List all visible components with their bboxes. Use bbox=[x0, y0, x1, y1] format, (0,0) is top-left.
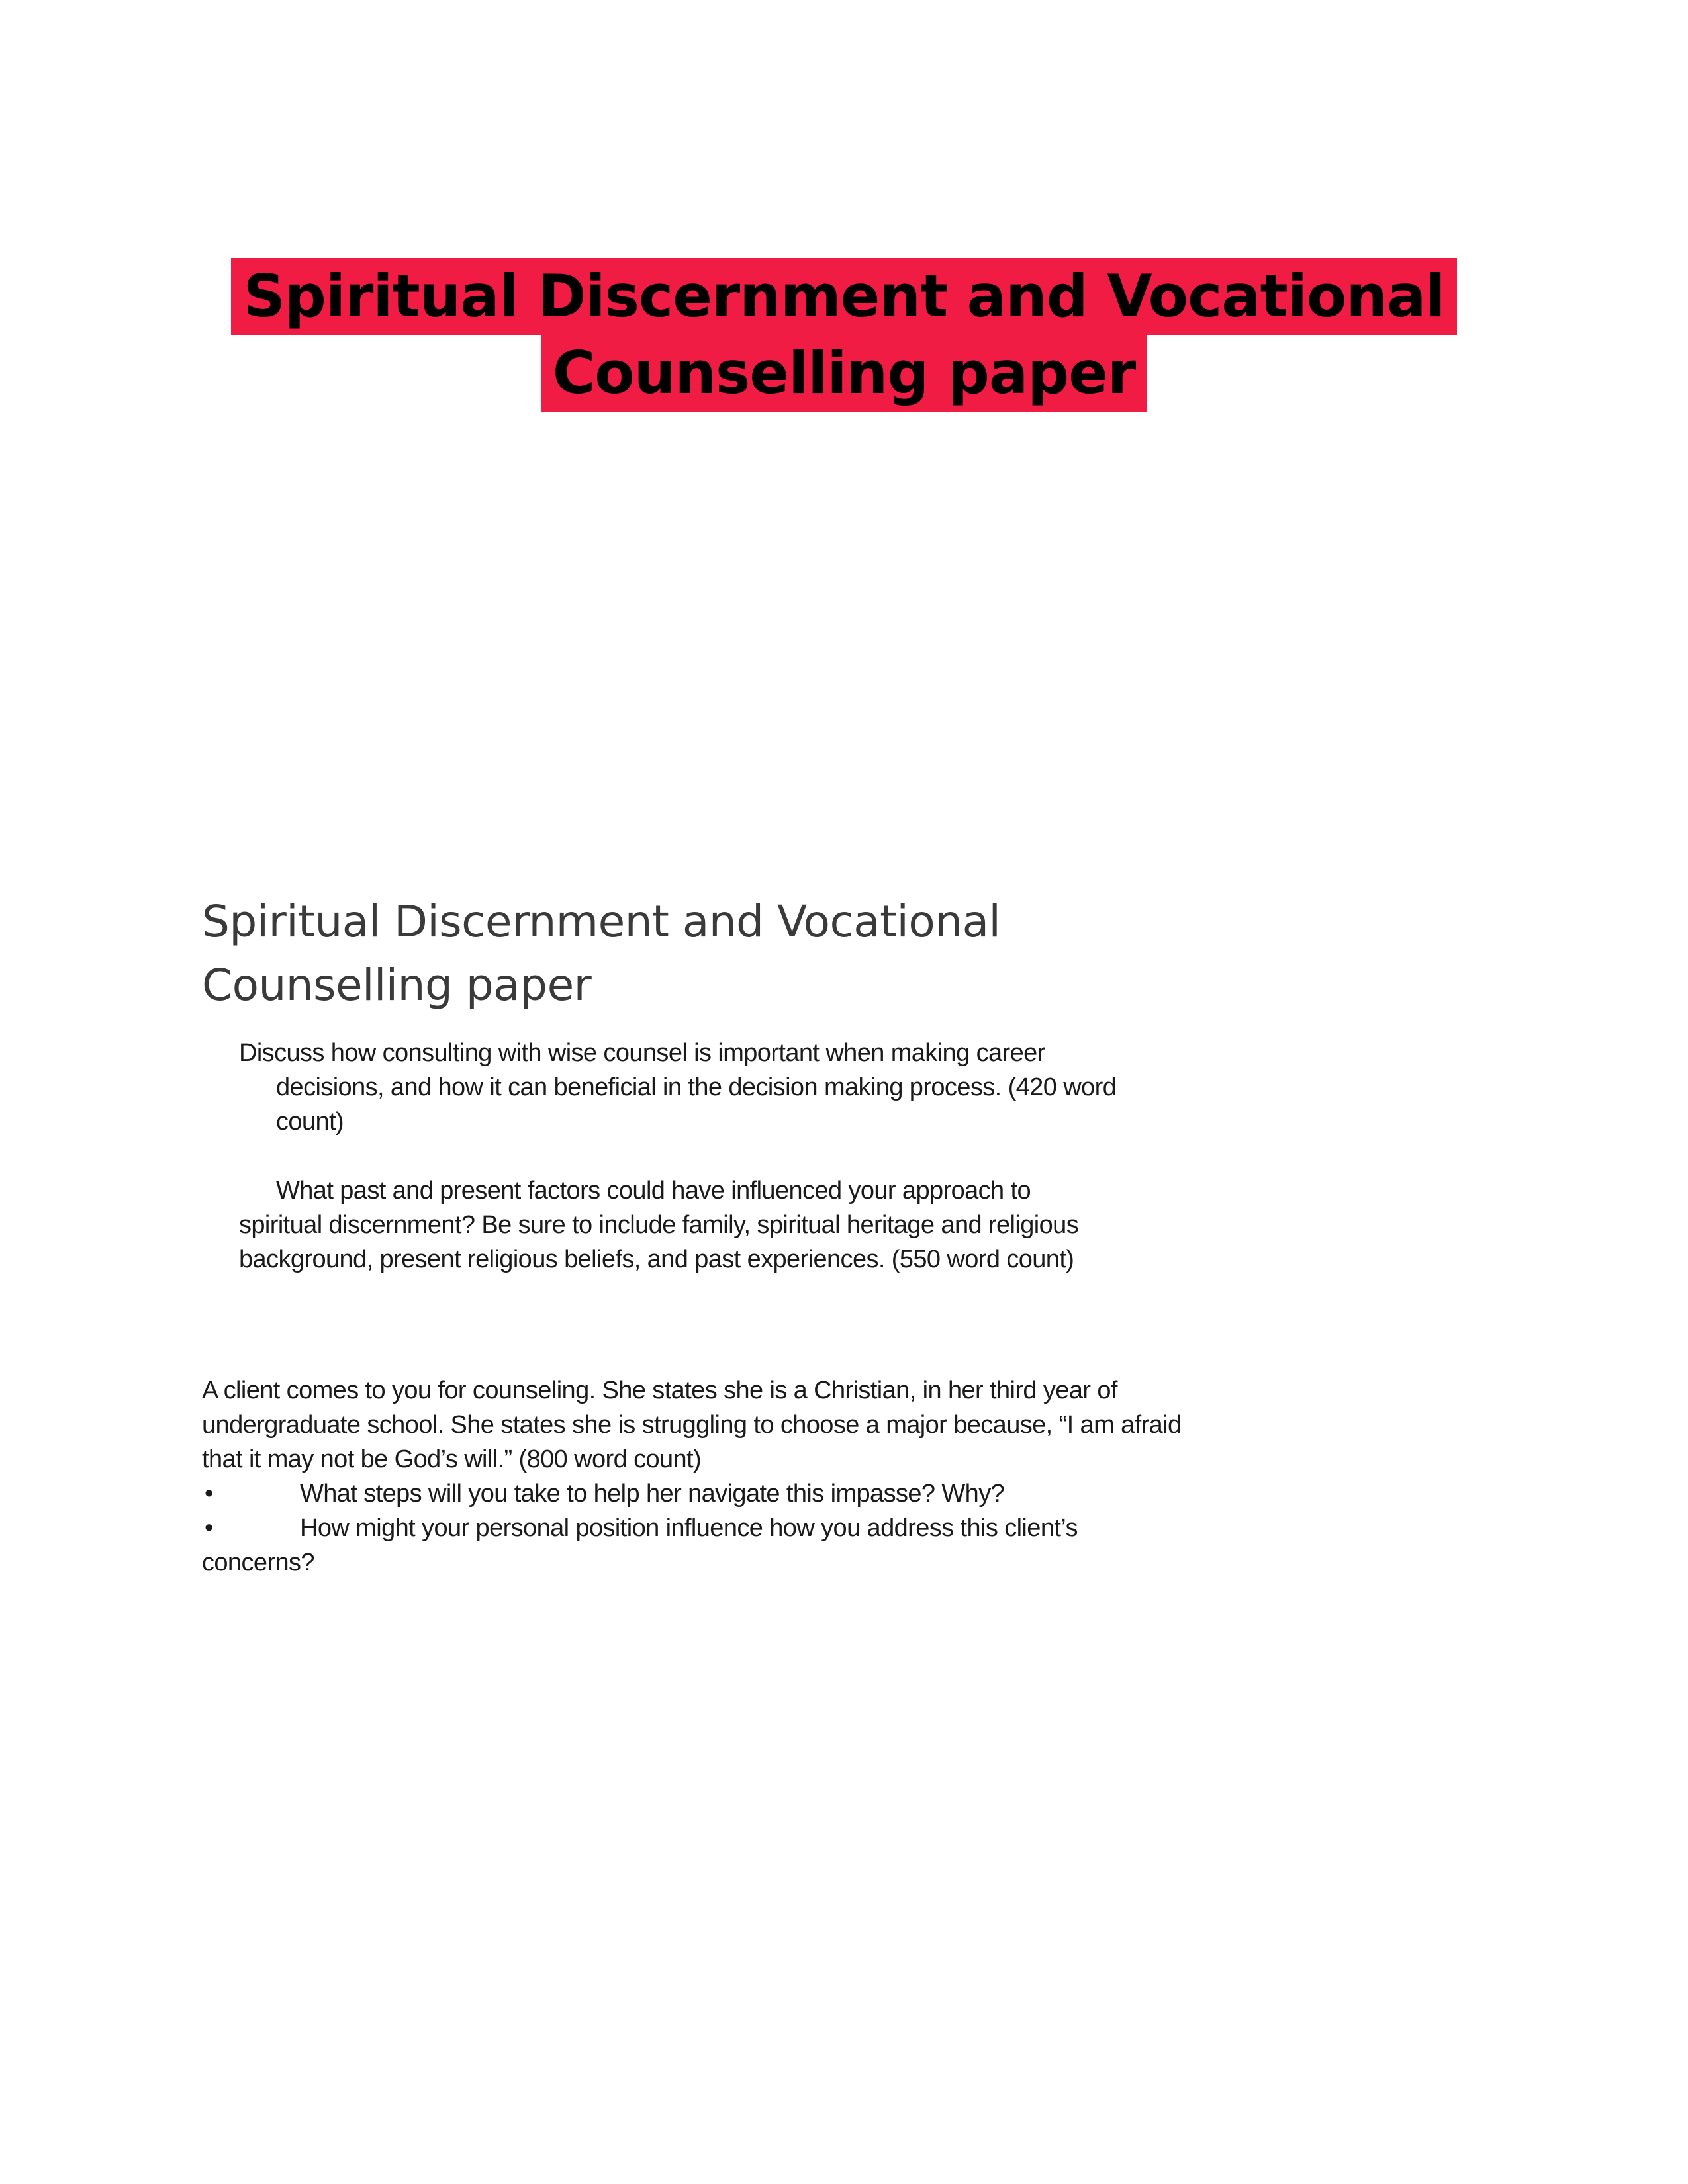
question-1: Discuss how consulting with wise counsel is important when making career decisions, and how it can beneficial in the decision making process. (420 word count) bbox=[239, 1039, 1117, 1136]
document-title-line-2: Counselling paper bbox=[202, 960, 592, 1011]
banner-title-line-1: Spiritual Discernment and Vocational bbox=[231, 258, 1456, 335]
list-item bbox=[202, 1511, 1182, 1580]
list-item bbox=[202, 1477, 1182, 1511]
case-text: A client comes to you for counseling. She states she is a Christian, in her third year of undergraduate school. She states she is struggling to choose a major because, “I am afraid that it may not be God’s will.” (800 word count) bbox=[202, 1377, 1182, 1473]
bullet-text: What steps will you take to help her navigate this impasse? Why? bbox=[300, 1480, 1005, 1508]
bullet-text: How might your personal position influence how you address this client’s concerns? bbox=[202, 1514, 1078, 1576]
question-2: What past and present factors could have influenced your approach to spiritual discernment? Be sure to include family, spiritual heritage and religious background, present religious beliefs, and past experiences. (550 word count) bbox=[239, 1177, 1079, 1273]
scanned-document bbox=[202, 890, 1208, 1576]
document-title-line-1: Spiritual Discernment and Vocational bbox=[202, 896, 1001, 947]
bullet-icon: • bbox=[205, 1480, 213, 1508]
banner-title-line-2: Counselling paper bbox=[541, 335, 1148, 412]
title-banner bbox=[0, 258, 1688, 412]
bullet-icon: • bbox=[205, 1514, 213, 1542]
document-title bbox=[202, 890, 1208, 1017]
case-scenario bbox=[202, 1373, 1182, 1580]
